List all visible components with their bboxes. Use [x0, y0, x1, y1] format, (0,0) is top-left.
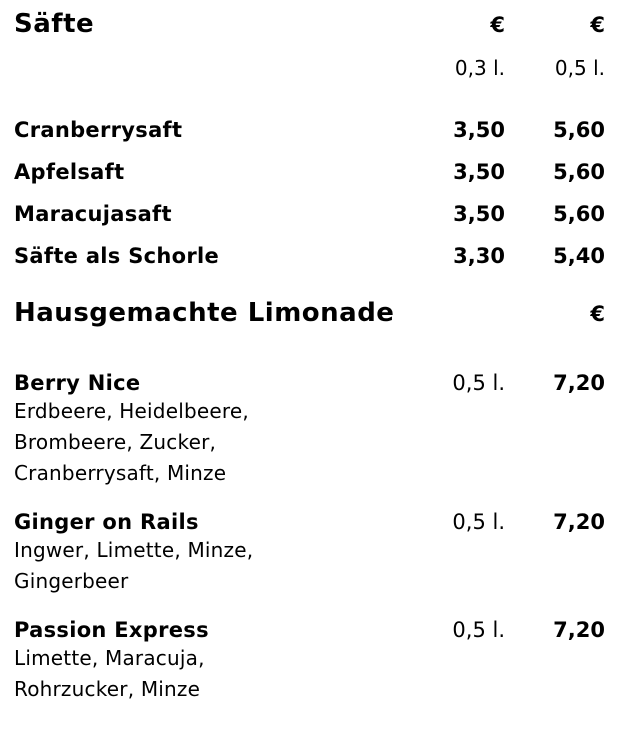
- item-price: 7,20: [553, 618, 605, 642]
- menu-item: [14, 617, 605, 705]
- item-description-line: Gingerbeer: [14, 569, 129, 593]
- section-lemonade: [14, 297, 605, 705]
- section-juices: [14, 8, 605, 269]
- juices-heading-row: [14, 8, 605, 41]
- item-price: 7,20: [553, 510, 605, 534]
- item-size: 0,5 l.: [452, 371, 505, 395]
- item-name: Ginger on Rails: [14, 510, 199, 534]
- item-description-line: Rohrzucker, Minze: [14, 677, 201, 701]
- item-price-large: 5,40: [553, 244, 605, 268]
- euro-sign: €: [590, 302, 605, 326]
- size-header-row: [14, 55, 605, 81]
- item-description-line: Erdbeere, Heidelbeere,: [14, 399, 249, 423]
- menu-item-row: [14, 509, 605, 535]
- item-name: Apfelsaft: [14, 160, 125, 184]
- item-price-small: 3,50: [453, 202, 505, 226]
- item-price-large: 5,60: [553, 160, 605, 184]
- item-price-small: 3,30: [453, 244, 505, 268]
- menu-item-row: [14, 159, 605, 185]
- item-name: Berry Nice: [14, 371, 141, 395]
- item-price-large: 5,60: [553, 202, 605, 226]
- lemonade-item-list: [14, 370, 605, 705]
- menu-item-row: [14, 243, 605, 269]
- menu-item: [14, 370, 605, 489]
- euro-sign-col1: €: [490, 13, 505, 37]
- item-description-line: Limette, Maracuja,: [14, 646, 205, 670]
- item-size: 0,5 l.: [452, 510, 505, 534]
- item-name: Maracujasaft: [14, 202, 172, 226]
- menu-item-row: [14, 370, 605, 396]
- item-price-small: 3,50: [453, 118, 505, 142]
- size-header-large: 0,5 l.: [554, 56, 605, 80]
- item-description-line: Brombeere, Zucker,: [14, 430, 217, 454]
- item-name: Säfte als Schorle: [14, 244, 220, 268]
- size-header-small: 0,3 l.: [454, 56, 505, 80]
- euro-sign-col2: €: [590, 13, 605, 37]
- item-description-line: Ingwer, Limette, Minze,: [14, 538, 254, 562]
- menu-item-row: [14, 201, 605, 227]
- item-description-line: Cranberrysaft, Minze: [14, 461, 227, 485]
- lemonade-heading-row: [14, 297, 605, 330]
- section-title: Säfte: [14, 9, 95, 39]
- section-title: Hausgemachte Limonade: [14, 298, 395, 328]
- menu-item: [14, 509, 605, 597]
- item-price: 7,20: [553, 371, 605, 395]
- item-price-small: 3,50: [453, 160, 505, 184]
- juice-item-list: [14, 117, 605, 269]
- item-name: Cranberrysaft: [14, 118, 183, 142]
- item-name: Passion Express: [14, 618, 209, 642]
- item-size: 0,5 l.: [452, 618, 505, 642]
- item-price-large: 5,60: [553, 118, 605, 142]
- menu-item-row: [14, 617, 605, 643]
- menu-item-row: [14, 117, 605, 143]
